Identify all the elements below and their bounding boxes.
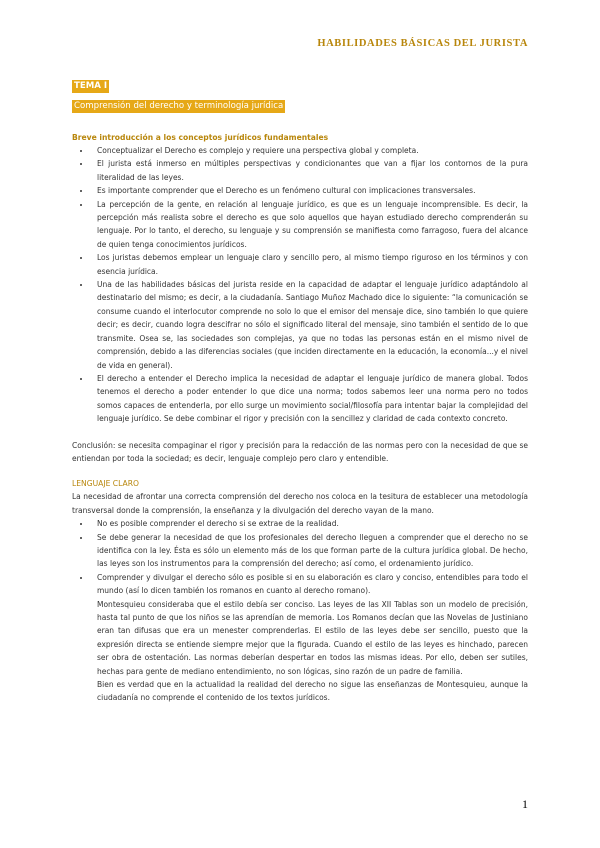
- conclusion-paragraph: Conclusión: se necesita compaginar el rigor y precisión para la redacción de las normas pero con la necesidad de que se entiendan por toda la sociedad; es decir, lenguaje complejo pero claro y entendible.: [72, 440, 528, 463]
- list-item: • Una de las habilidades básicas del jurista reside en la capacidad de adaptar el lenguaje jurídico adaptándolo al destinatario del mismo; es decir, a la ciudadanía. Santiago Muñoz Machado dice lo siguiente: “la comunicación se consume cuando el interlocutor comprende no solo lo que el emisor del mensaje dice, sino también lo que quiere decir; es decir, cuando logra descifrar no sólo el significado literal del mensaje, sino también el sentido de lo que transmite. Osea se, las sociedades son complejas, ya que no todas las personas están en el mismo nivel de comprensión, debido a las diferencias sociales (que inciden directamente en la educación, la economía...y el nivel de vida en general).: [91, 278, 528, 372]
- page-number: 1: [522, 797, 528, 811]
- list-item: • Comprender y divulgar el derecho sólo es posible si en su elaboración es claro y conciso, entendibles para todo el mundo (así lo dicen también los romanos en cuanto al derecho romano).: [91, 571, 528, 598]
- list-item: • La percepción de la gente, en relación al lenguaje jurídico, es que es un lenguaje incomprensible. Es decir, la percepción más realista sobre el derecho es que solo aquellos que hayan estudiado derecho comprenderán su lenguaje. Por lo tanto, el derecho, su lenguaje y su comprensión se manifiesta como farragoso, fuera del alcance de quien tenga conocimientos jurídicos.: [91, 198, 528, 252]
- tema-block: [72, 73, 528, 113]
- page-body: [72, 73, 528, 705]
- list-item: • El derecho a entender el Derecho implica la necesidad de adaptar el lenguaje jurídico de manera global. Todos tenemos el derecho a poder entender lo que dice una norma; todos sabemos leer una norma pero no todos somos capaces de entenderla, por ello surge un movimiento social/filosofía para intentar bajar la complejidad del lenguaje jurídico. Se debe combinar el rigor y precisión con la sencillez y claridad de cada contexto concreto.: [91, 372, 528, 426]
- list-item: • Conceptualizar el Derecho es complejo y requiere una perspectiva global y completa.: [91, 144, 528, 157]
- list-item: • El jurista está inmerso en múltiples perspectivas y condicionantes que van a fijar los contornos de la pura literalidad de las leyes.: [91, 157, 528, 184]
- tema-label: TEMA I: [74, 81, 108, 91]
- lenguaje-claro-intro: La necesidad de afrontar una correcta comprensión del derecho nos coloca en la tesitura de establecer una metodología transversal donde la comprensión, la enseñanza y la divulgación del derecho vayan de la mano.: [72, 492, 528, 515]
- running-header: HABILIDADES BÁSICAS DEL JURISTA: [317, 38, 528, 49]
- intro-heading: Breve introducción a los conceptos jurídicos fundamentales: [72, 133, 329, 142]
- list-item: • Se debe generar la necesidad de que los profesionales del derecho lleguen a comprender que el derecho no se identifica con la ley. Ésta es sólo un elemento más de los que forman parte de la cultura jurídica global. De hecho, las leyes son los instrumentos para la comprensión del derecho; así como, el ordenamiento jurídico.: [91, 531, 528, 571]
- intro-bullet-list: [72, 144, 528, 426]
- lenguaje-claro-heading: LENGUAJE CLARO: [72, 479, 139, 489]
- list-item: • Es importante comprender que el Derecho es un fenómeno cultural con implicaciones transversales.: [91, 184, 528, 197]
- actualidad-paragraph: Bien es verdad que en la actualidad la realidad del derecho no sigue las enseñanzas de Montesquieu, aunque la ciudadanía no comprende el contenido de los textos jurídicos.: [97, 680, 528, 703]
- list-item: • Los juristas debemos emplear un lenguaje claro y sencillo pero, al mismo tiempo riguroso en los términos y con esencia jurídica.: [91, 251, 528, 278]
- list-item: • No es posible comprender el derecho si se extrae de la realidad.: [91, 517, 528, 530]
- tema-subtitle: Comprensión del derecho y terminología jurídica: [74, 101, 284, 111]
- lenguaje-claro-bullet-list: [72, 517, 528, 597]
- montesquieu-paragraph: Montesquieu consideraba que el estilo debía ser conciso. Las leyes de las XII Tablas son un modelo de precisión, hasta tal punto de que los niños se las aprendían de memoria. Los Romanos decían que las Novelas de Justiniano eran tan difusas que era un menester comprenderlas. El estilo de las leyes debe ser sencillo, puesto que la expresión directa se entiende siempre mejor que la figurada. Cuando el estilo de las leyes es hinchado, parecen ser obra de ostentación. Las normas deberían despertar en todos las mismas ideas. Por ello, deben ser sutiles, hechas para gente de mediano entendimiento, no son lógicas, sino razón de un padre de familia.: [97, 599, 528, 676]
